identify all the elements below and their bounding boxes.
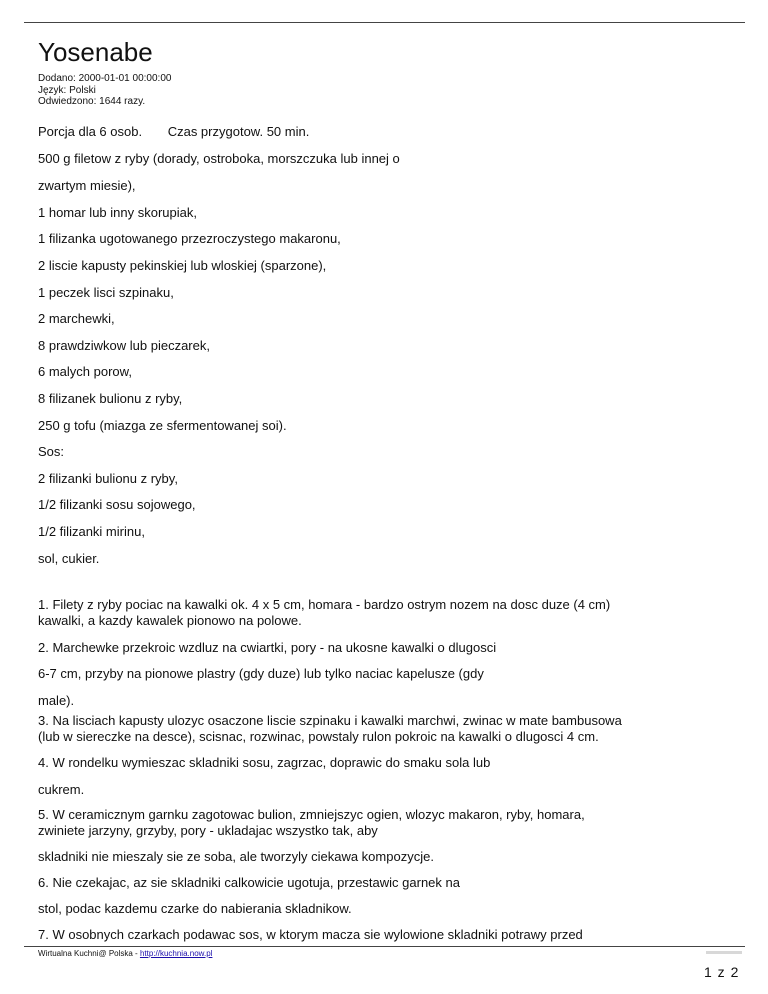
step-line: 5. W ceramicznym garnku zagotowac bulion, zmniejszyc ogien, wlozyc makaron, ryby, homara, zwiniete jarzyny, grzyby, pory - ukladajac wszystko tak, aby xyxy=(38,807,585,838)
step-line: male). xyxy=(38,693,75,708)
ingredient-line: 500 g filetow z ryby (dorady, ostroboka, morszczuka lub innej o xyxy=(38,151,400,166)
step-line: 4. W rondelku wymieszac skladniki sosu, zagrzac, doprawic do smaku sola lub xyxy=(38,755,491,770)
ingredient-line: 6 malych porow, xyxy=(38,364,132,379)
portion-row xyxy=(38,124,309,140)
step-line: 3. Na lisciach kapusty ulozyc osaczone liscie szpinaku i kawalki marchwi, zwinac w mate bambusowa (lub w siereczke na desce), scisnac, rozwinac, powstaly rulon pokroic na kawalki o dlugosci 4 cm. xyxy=(38,713,622,744)
ingredient-line: 1 homar lub inny skorupiak, xyxy=(38,205,197,220)
ingredient-line: 1 filizanka ugotowanego przezroczystego makaronu, xyxy=(38,231,341,246)
sauce-line: sol, cukier. xyxy=(38,551,100,566)
visit-count: Odwiedzono: 1644 razy. xyxy=(38,96,146,107)
step-line: stol, podac kazdemu czarke do nabierania skladnikow. xyxy=(38,901,352,916)
step-line: cukrem. xyxy=(38,782,85,797)
footer-site: Wirtualna Kuchni@ Polska - xyxy=(38,949,140,958)
footer-watermark xyxy=(706,951,742,954)
portions: Porcja dla 6 osob. xyxy=(38,124,143,139)
ingredient-line: zwartym miesie), xyxy=(38,178,136,193)
footer xyxy=(38,949,212,959)
prep-time: Czas przygotow. 50 min. xyxy=(167,124,310,139)
ingredient-line: 8 filizanek bulionu z ryby, xyxy=(38,391,183,406)
step-line: 6. Nie czekajac, az sie skladniki calkowicie ugotuja, przestawic garnek na xyxy=(38,875,460,890)
page-number: 1 z 2 xyxy=(704,964,740,980)
ingredient-line: 250 g tofu (miazga ze sfermentowanej soi). xyxy=(38,418,287,433)
footer-link[interactable]: http://kuchnia.now.pl xyxy=(139,949,213,958)
step-line: 2. Marchewke przekroic wzdluz na cwiartki, pory - na ukosne kawalki o dlugosci xyxy=(38,640,497,655)
sauce-line: 1/2 filizanki mirinu, xyxy=(38,524,145,539)
ingredient-line: 2 marchewki, xyxy=(38,311,115,326)
recipe-meta xyxy=(38,73,171,108)
step-line: skladniki nie mieszaly sie ze soba, ale tworzyly ciekawa kompozycje. xyxy=(38,849,434,864)
ingredient-line: 8 prawdziwkow lub pieczarek, xyxy=(38,338,210,353)
step-line: 6-7 cm, przyby na pionowe plastry (gdy duze) lub tylko naciac kapelusze (gdy xyxy=(38,666,484,681)
top-divider xyxy=(24,22,745,23)
sauce-line: 1/2 filizanki sosu sojowego, xyxy=(38,497,196,512)
sauce-line: 2 filizanki bulionu z ryby, xyxy=(38,471,178,486)
ingredient-line: 1 peczek lisci szpinaku, xyxy=(38,285,174,300)
sauce-heading: Sos: xyxy=(38,444,65,459)
bottom-divider xyxy=(24,946,745,947)
language: Język: Polski xyxy=(38,84,96,96)
ingredient-line: 2 liscie kapusty pekinskiej lub wloskiej (sparzone), xyxy=(38,258,327,273)
recipe-title: Yosenabe xyxy=(38,37,153,67)
added-date: Dodano: 2000-01-01 00:00:00 xyxy=(38,73,172,84)
step-line: 1. Filety z ryby pociac na kawalki ok. 4 x 5 cm, homara - bardzo ostrym nozem na dosc duze (4 cm) kawalki, a kazdy kawalek pionowo na polowe. xyxy=(38,597,611,628)
step-line: 7. W osobnych czarkach podawac sos, w ktorym macza sie wylowione skladniki potrawy przed xyxy=(38,927,583,942)
